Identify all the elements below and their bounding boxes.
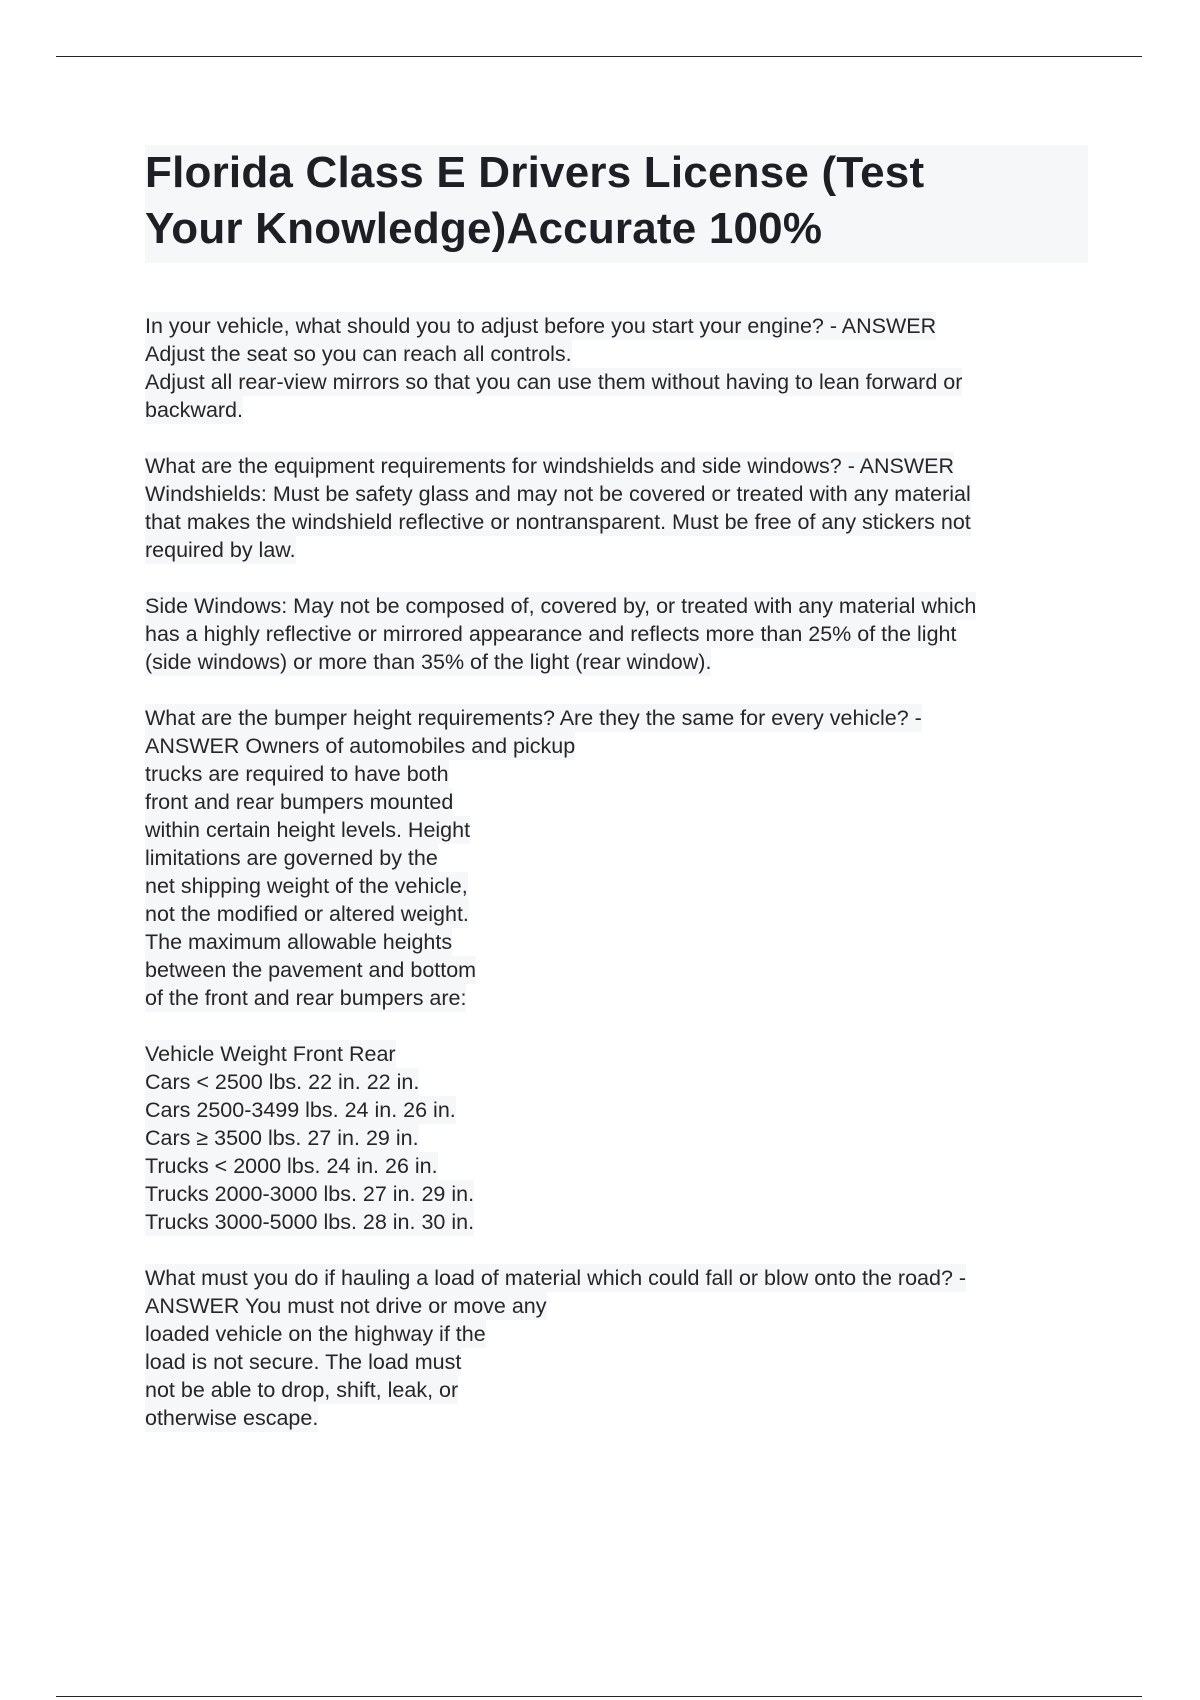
text-line: Windshields: Must be safety glass and may not be covered or treated with any material (145, 482, 971, 506)
top-rule (56, 56, 1142, 57)
text-line: Adjust all rear-view mirrors so that you can use them without having to lean forward or (145, 370, 963, 394)
text-line: loaded vehicle on the highway if the (145, 1322, 486, 1346)
text-line: The maximum allowable heights (145, 930, 453, 954)
text-line: What are the bumper height requirements? Are they the same for every vehicle? - (145, 706, 922, 730)
table-row: Cars 2500-3499 lbs. 24 in. 26 in. (145, 1098, 456, 1122)
text-line: ANSWER You must not drive or move any (145, 1294, 547, 1318)
table-row: Cars ≥ 3500 lbs. 27 in. 29 in. (145, 1126, 419, 1150)
table-row: Cars < 2500 lbs. 22 in. 22 in. (145, 1070, 420, 1094)
text-line: Side Windows: May not be composed of, covered by, or treated with any material which (145, 594, 977, 618)
text-line: not the modified or altered weight. (145, 902, 469, 926)
text-line: required by law. (145, 538, 296, 562)
text-line: backward. (145, 398, 243, 422)
document-body (145, 312, 1090, 1460)
qa-block-hauling-load (145, 1264, 1090, 1432)
text-line: limitations are governed by the (145, 846, 438, 870)
qa-block-windshields (145, 452, 1090, 564)
bottom-rule (56, 1696, 1142, 1697)
text-line: Adjust the seat so you can reach all controls. (145, 342, 572, 366)
text-line: has a highly reflective or mirrored appearance and reflects more than 25% of the light (145, 622, 957, 646)
text-line: (side windows) or more than 35% of the light (rear window). (145, 650, 712, 674)
table-row: Trucks < 2000 lbs. 24 in. 26 in. (145, 1154, 438, 1178)
text-line: net shipping weight of the vehicle, (145, 874, 468, 898)
table-row: Trucks 2000-3000 lbs. 27 in. 29 in. (145, 1182, 475, 1206)
document-title: Florida Class E Drivers License (Test Your Knowledge)Accurate 100% (145, 148, 925, 253)
text-line: trucks are required to have both (145, 762, 449, 786)
table-row: Trucks 3000-5000 lbs. 28 in. 30 in. (145, 1210, 475, 1234)
text-line: ANSWER Owners of automobiles and pickup (145, 734, 576, 758)
qa-block-adjust-before-start (145, 312, 1090, 424)
title-block (145, 145, 1088, 263)
text-line: In your vehicle, what should you to adjust before you start your engine? - ANSWER (145, 314, 937, 338)
text-line: front and rear bumpers mounted (145, 790, 454, 814)
qa-block-side-windows (145, 592, 1090, 676)
text-line: What must you do if hauling a load of material which could fall or blow onto the road? - (145, 1266, 967, 1290)
text-line: not be able to drop, shift, leak, or (145, 1378, 459, 1402)
text-line: within certain height levels. Height (145, 818, 471, 842)
bumper-height-table (145, 1040, 1090, 1236)
text-line: of the front and rear bumpers are: (145, 986, 467, 1010)
text-line: otherwise escape. (145, 1406, 319, 1430)
text-line: between the pavement and bottom (145, 958, 477, 982)
table-header-line: Vehicle Weight Front Rear (145, 1042, 396, 1066)
text-line: load is not secure. The load must (145, 1350, 462, 1374)
text-line: What are the equipment requirements for windshields and side windows? - ANSWER (145, 454, 955, 478)
qa-block-bumper-height (145, 704, 1090, 1012)
text-line: that makes the windshield reflective or nontransparent. Must be free of any stickers not (145, 510, 971, 534)
